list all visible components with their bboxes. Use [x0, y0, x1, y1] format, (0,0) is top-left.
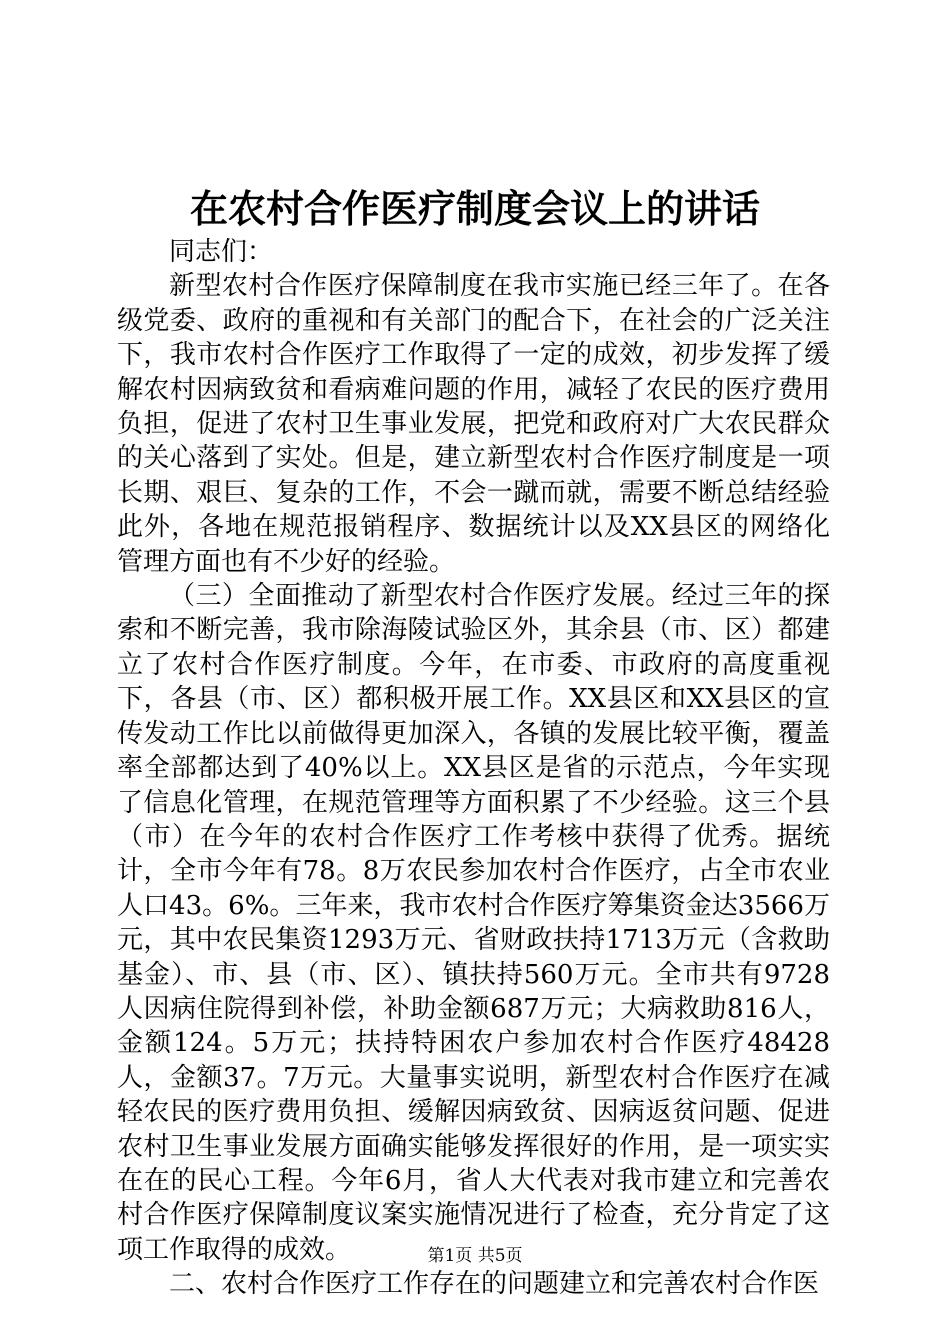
page-number-footer: 第1页 共5页 [427, 1246, 523, 1266]
document-title: 在农村合作医疗制度会议上的讲话 [189, 186, 760, 231]
body-paragraph-1: 新型农村合作医疗保障制度在我市实施已经三年了。在各级党委、政府的重视和有关部门的配合下，在社会的广泛关注下，我市农村合作医疗工作取得了一定的成效，初步发挥了缓解农村因病致贫和看病难问题的作用，减轻了农民的医疗费用负担，促进了农村卫生事业发展，把党和政府对广大农民群众的关心落到了实处。但是，建立新型农村合作医疗制度是一项长期、艰巨、复杂的工作，不会一蹴而就，需要不断总结经验此外，各地在规范报销程序、数据统计以及XX县区的网络化管理方面也有不少好的经验。 [117, 271, 830, 577]
document-body [117, 235, 830, 1302]
body-paragraph-2: （三）全面推动了新型农村合作医疗发展。经过三年的探索和不断完善，我市除海陵试验区外，其余县（市、区）都建立了农村合作医疗制度。今年，在市委、市政府的高度重视下，各县（市、区）都积极开展工作。XX县区和XX县区的宣传发动工作比以前做得更加深入，各镇的发展比较平衡，覆盖率全部都达到了40%以上。XX县区是省的示范点，今年实现了信息化管理，在规范管理等方面积累了不少经验。这三个县（市）在今年的农村合作医疗工作考核中获得了优秀。据统计，全市今年有78。8万农民参加农村合作医疗，占全市农业人口43。6%。三年来，我市农村合作医疗筹集资金达3566万元，其中农民集资1293万元、省财政扶持1713万元（含救助基金）、市、县（市、区）、镇扶持560万元。全市共有9728人因病住院得到补偿，补助金额687万元；大病救助816人，金额124。5万元；扶持特困农户参加农村合作医疗48428人，金额37。7万元。大量事实说明，新型农村合作医疗在减轻农民的医疗费用负担、缓解因病致贫、因病返贫问题、促进农村卫生事业发展方面确实能够发挥很好的作用，是一项实实在在的民心工程。今年6月，省人大代表对我市建立和完善农村合作医疗保障制度议案实施情况进行了检查，充分肯定了这项工作取得的成效。 [117, 581, 830, 1265]
greeting-line: 同志们： [169, 237, 274, 267]
body-paragraph-3: 二、农村合作医疗工作存在的问题建立和完善农村合作医 [169, 1269, 820, 1300]
